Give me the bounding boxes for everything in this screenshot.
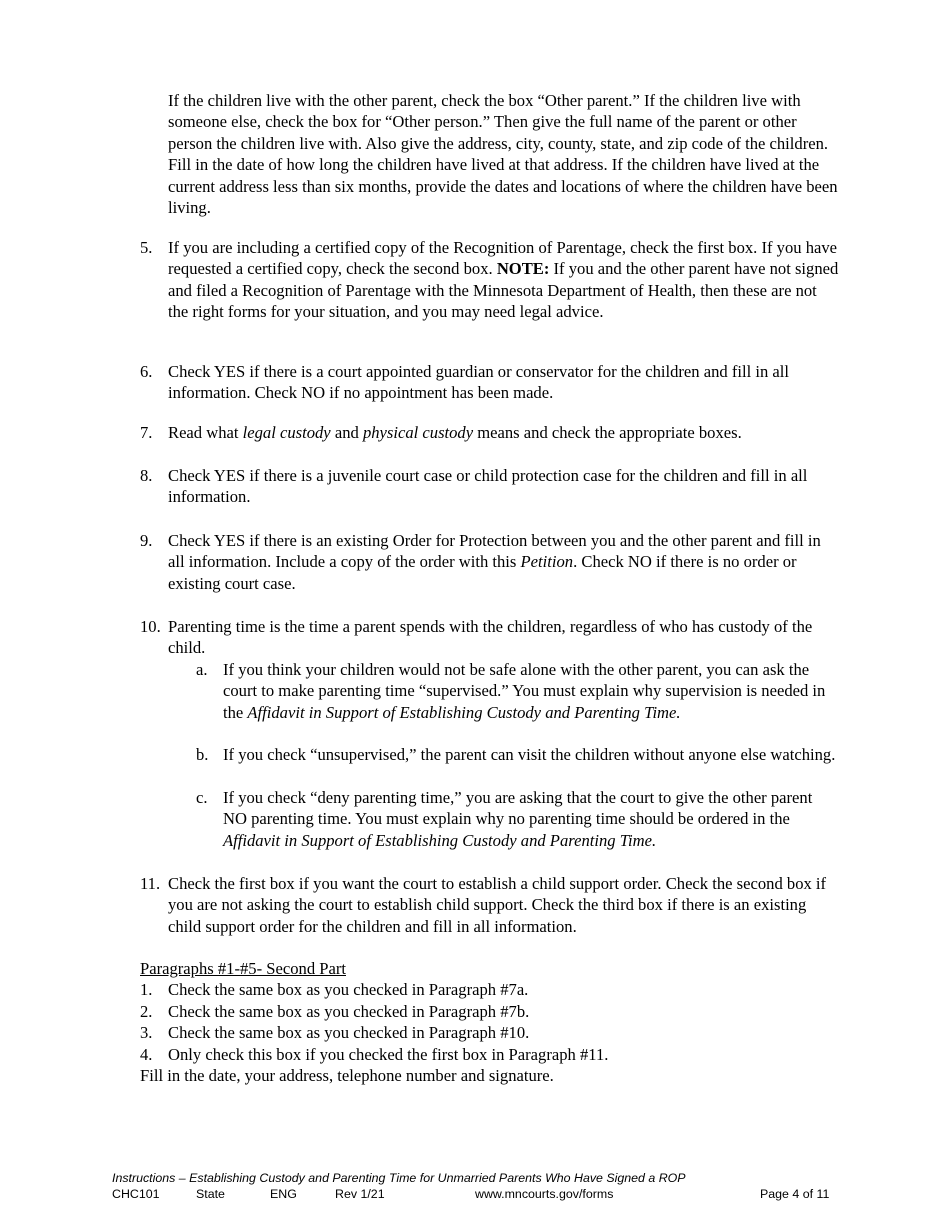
list-item-11 — [140, 873, 840, 937]
item-number: 2. — [140, 1002, 153, 1021]
list-item-7 — [140, 422, 840, 443]
item-number: 11. — [140, 874, 161, 893]
item-number: 4. — [140, 1045, 153, 1064]
sub-item-letter: a. — [196, 660, 208, 679]
item-number: 9. — [140, 531, 153, 550]
list-item-5 — [140, 237, 840, 323]
footer-page-number: Page 4 of 11 — [760, 1187, 830, 1201]
item-number: 7. — [140, 423, 153, 442]
second-part-item-4 — [140, 1044, 840, 1065]
item-text: Check YES if there is a juvenile court case or child protection case for the children and fill in all information. — [168, 466, 808, 507]
sub-item-10a — [196, 659, 840, 723]
item-text: Check YES if there is an existing Order for Protection between you and the other parent and fill in all information. Include a copy of the order with this Petition. Check NO if there is no order or existing court case. — [168, 531, 821, 593]
item-text: Check the same box as you checked in Paragraph #7a. — [168, 980, 529, 999]
list-item-10 — [140, 616, 840, 659]
second-part-heading: Paragraphs #1-#5- Second Part — [140, 959, 346, 978]
footer-language: ENG — [270, 1187, 297, 1201]
sub-item-letter: c. — [196, 788, 208, 807]
list-item-6 — [140, 361, 840, 404]
note-label: NOTE: — [496, 259, 550, 279]
item-number: 8. — [140, 466, 153, 485]
item-text: Check the same box as you checked in Paragraph #7b. — [168, 1002, 530, 1021]
second-part-item-3 — [140, 1022, 840, 1043]
item-text: If you are including a certified copy of the Recognition of Parentage, check the first box. If you have requested a certified copy, check the second box. NOTE: If you and the other parent have not signed and filed a Recognition of Parentage with the Minnesota Department of Health, then these are not the right forms for your situation, and you may need legal advice. — [168, 238, 839, 322]
sub-item-text: If you check “unsupervised,” the parent can visit the children without anyone else watching. — [223, 745, 836, 764]
item-text: Read what legal custody and physical custody means and check the appropriate boxes. — [168, 423, 742, 442]
footer-form-code: CHC101 — [112, 1187, 160, 1201]
footer-jurisdiction: State — [196, 1187, 225, 1201]
item-number: 10. — [140, 617, 161, 636]
item-text: Check YES if there is a court appointed guardian or conservator for the children and fill in all information. Check NO if no appointment has been made. — [168, 362, 789, 403]
intro-paragraph: If the children live with the other parent, check the box “Other parent.” If the children live with someone else, check the box for “Other person.” Then give the full name of the parent or other person the children live with. Also give the address, city, county, state, and zip code of the children. Fill in the date of how long the children have lived at that address. If the children have lived at the current address less than six months, provide the dates and locations of where the children have been living. — [168, 91, 838, 218]
item-number: 3. — [140, 1023, 153, 1042]
item-text: Parenting time is the time a parent spends with the children, regardless of who has custody of the child. — [168, 617, 813, 658]
item-text: Check the first box if you want the court to establish a child support order. Check the second box if you are not asking the court to establish child support. Check the third box if there is an existing child support order for the children and fill in all information. — [168, 874, 827, 936]
item-number: 1. — [140, 980, 153, 999]
closing-instruction: Fill in the date, your address, telephone number and signature. — [140, 1066, 554, 1085]
sub-item-letter: b. — [196, 745, 209, 764]
item-number: 5. — [140, 238, 153, 257]
list-item-8 — [140, 465, 840, 508]
sub-item-10c — [196, 787, 840, 851]
second-part-item-2 — [140, 1001, 840, 1022]
item-text: Check the same box as you checked in Paragraph #10. — [168, 1023, 530, 1042]
list-item-9 — [140, 530, 840, 594]
sub-item-10b — [196, 744, 840, 765]
footer-title: Instructions – Establishing Custody and Parenting Time for Unmarried Parents Who Have Signed a ROP — [112, 1171, 686, 1185]
item-number: 6. — [140, 362, 153, 381]
footer-meta-row — [112, 1186, 842, 1202]
footer-revision: Rev 1/21 — [335, 1187, 385, 1201]
sub-item-text: If you check “deny parenting time,” you are asking that the court to give the other parent NO parenting time. You must explain why no parenting time should be ordered in the Affidavit in Support of Establishing Custody and Parenting Time. — [223, 788, 813, 850]
item-text: Only check this box if you checked the first box in Paragraph #11. — [168, 1045, 609, 1064]
second-part-item-1 — [140, 979, 840, 1000]
sub-item-text: If you think your children would not be safe alone with the other parent, you can ask the court to make parenting time “supervised.” You must explain why supervision is needed in the Affidavit in Support of Establishing Custody and Parenting Time. — [223, 660, 826, 722]
footer-url[interactable]: www.mncourts.gov/forms — [475, 1187, 614, 1201]
